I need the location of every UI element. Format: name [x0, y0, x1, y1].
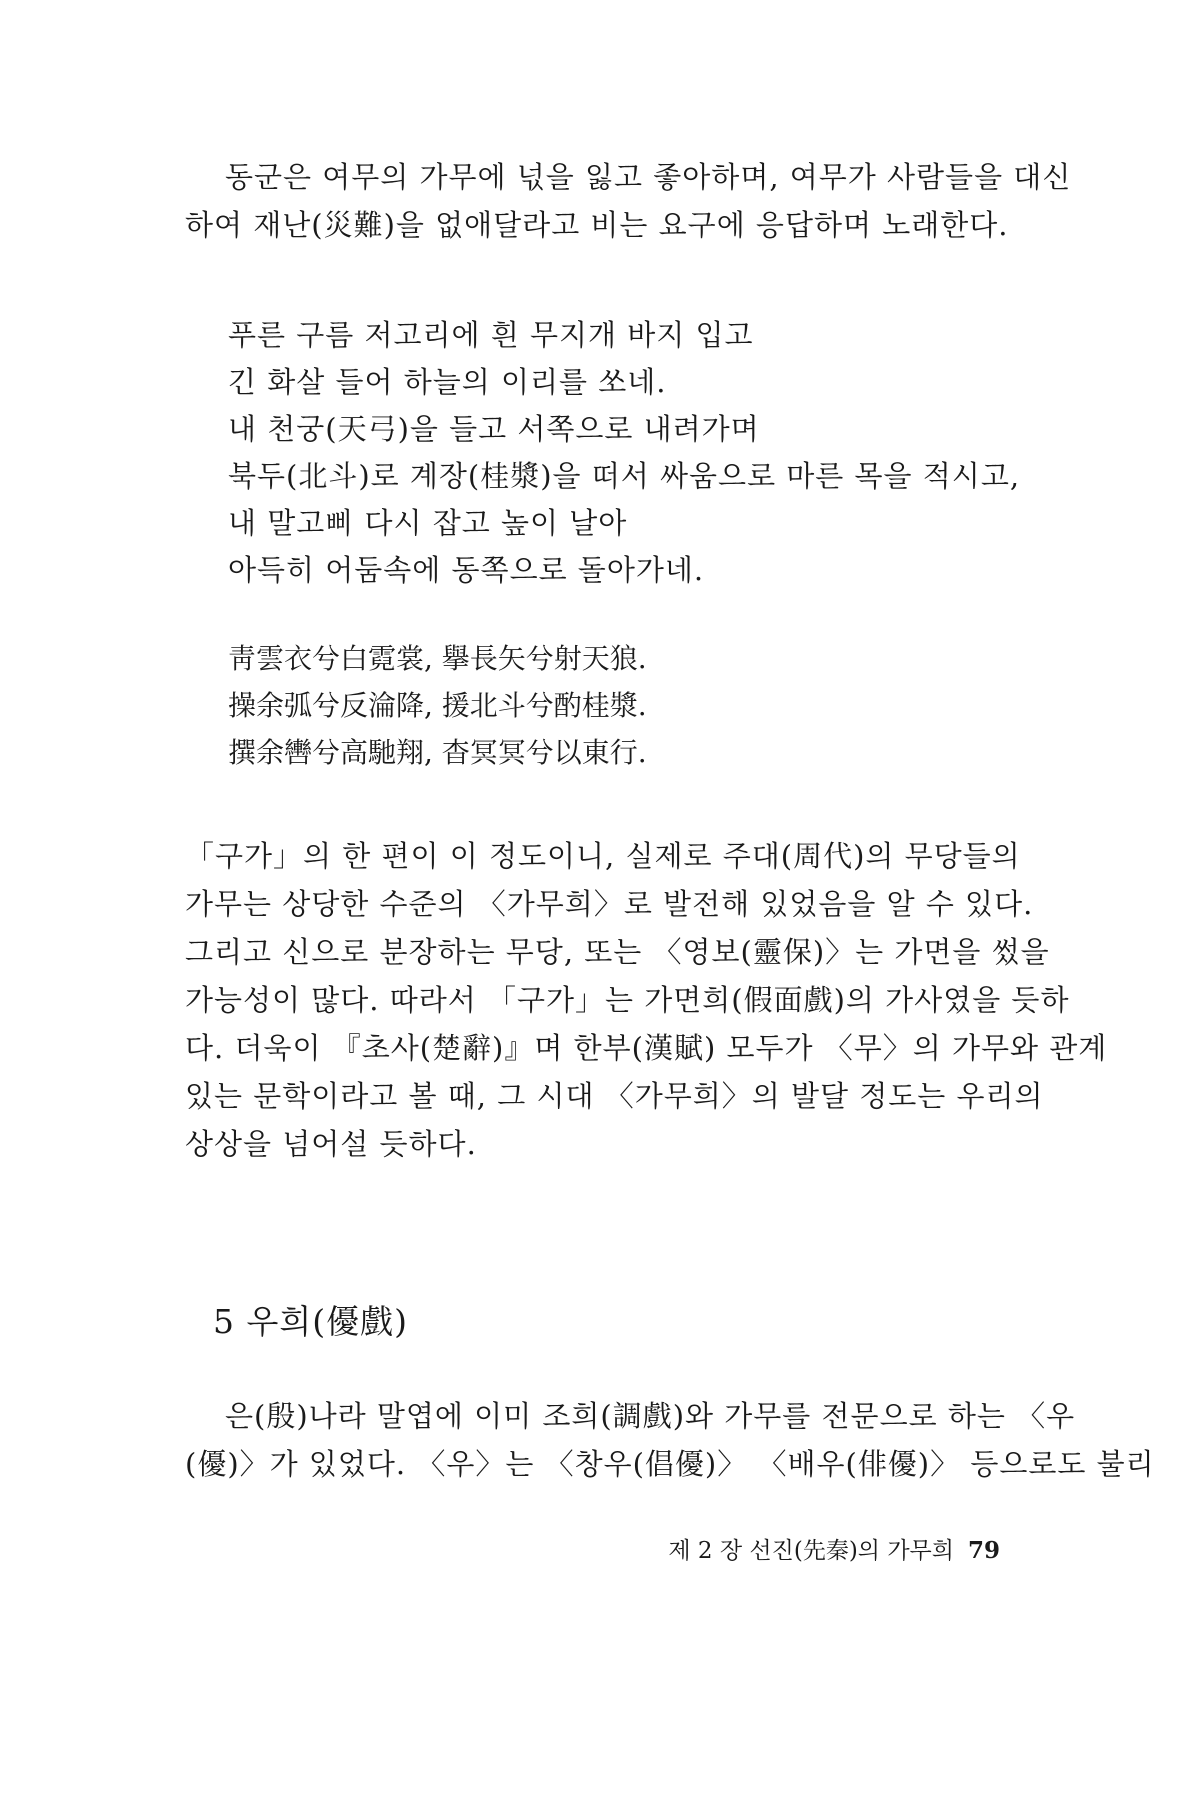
verse-hanja: [228, 635, 647, 776]
text-line: 상상을 넘어설 듯하다.: [185, 1127, 477, 1161]
text-line: (優)〉가 있었다. 〈우〉는 〈창우(倡優)〉 〈배우(俳優)〉 등으로도 불리: [185, 1447, 1155, 1481]
page-number: 79: [967, 1537, 1000, 1564]
text-line: 「구가」의 한 편이 이 정도이니, 실제로 주대(周代)의 무당들의: [185, 839, 1021, 873]
text-line: 있는 문학이라고 볼 때, 그 시대 〈가무희〉의 발달 정도는 우리의: [185, 1079, 1044, 1113]
verse-line: 내 말고삐 다시 잡고 높이 날아: [228, 506, 628, 540]
paragraph-uhui: [185, 1392, 1155, 1488]
verse-line: 북두(北斗)로 계장(桂漿)을 떠서 싸움으로 마른 목을 적시고,: [228, 459, 1021, 493]
text-line: 다. 더욱이 『초사(楚辭)』며 한부(漢賦) 모두가 〈무〉의 가무와 관계: [185, 1031, 1108, 1065]
text-line: 은(殷)나라 말엽에 이미 조희(調戲)와 가무를 전문으로 하는 〈우: [225, 1399, 1076, 1433]
running-footer: [600, 1535, 1000, 1567]
verse-line: 내 천궁(天弓)을 들고 서쪽으로 내려가며: [228, 412, 760, 446]
text-line: 그리고 신으로 분장하는 무당, 또는 〈영보(靈保)〉는 가면을 썼을: [185, 935, 1050, 969]
section-heading: 5 우희(優戲): [213, 1302, 408, 1341]
verse-line: 아득히 어둠속에 동쪽으로 돌아가네.: [228, 553, 705, 587]
verse-line: 긴 화살 들어 하늘의 이리를 쏘네.: [228, 365, 667, 399]
verse-korean: [228, 312, 1021, 594]
hanja-line: 撰余轡兮高馳翔, 杳冥冥兮以東行.: [228, 736, 647, 769]
hanja-line: 靑雲衣兮白霓裳, 擧長矢兮射天狼.: [228, 642, 647, 675]
hanja-line: 操余弧兮反淪降, 援北斗兮酌桂漿.: [228, 689, 647, 722]
text-line: 가무는 상당한 수준의 〈가무희〉로 발전해 있었음을 알 수 있다.: [185, 887, 1034, 921]
text-line: 하여 재난(災難)을 없애달라고 비는 요구에 응답하며 노래한다.: [185, 208, 1009, 242]
paragraph-gugа: [185, 832, 1108, 1168]
text-line: 가능성이 많다. 따라서 「구가」는 가면희(假面戲)의 가사였을 듯하: [185, 983, 1070, 1017]
paragraph-intro: [185, 153, 1072, 249]
text-line: 동군은 여무의 가무에 넋을 잃고 좋아하며, 여무가 사람들을 대신: [225, 160, 1072, 194]
verse-line: 푸른 구름 저고리에 흰 무지개 바지 입고: [228, 318, 754, 352]
chapter-title: 제 2 장 선진(先秦)의 가무희: [668, 1538, 954, 1564]
